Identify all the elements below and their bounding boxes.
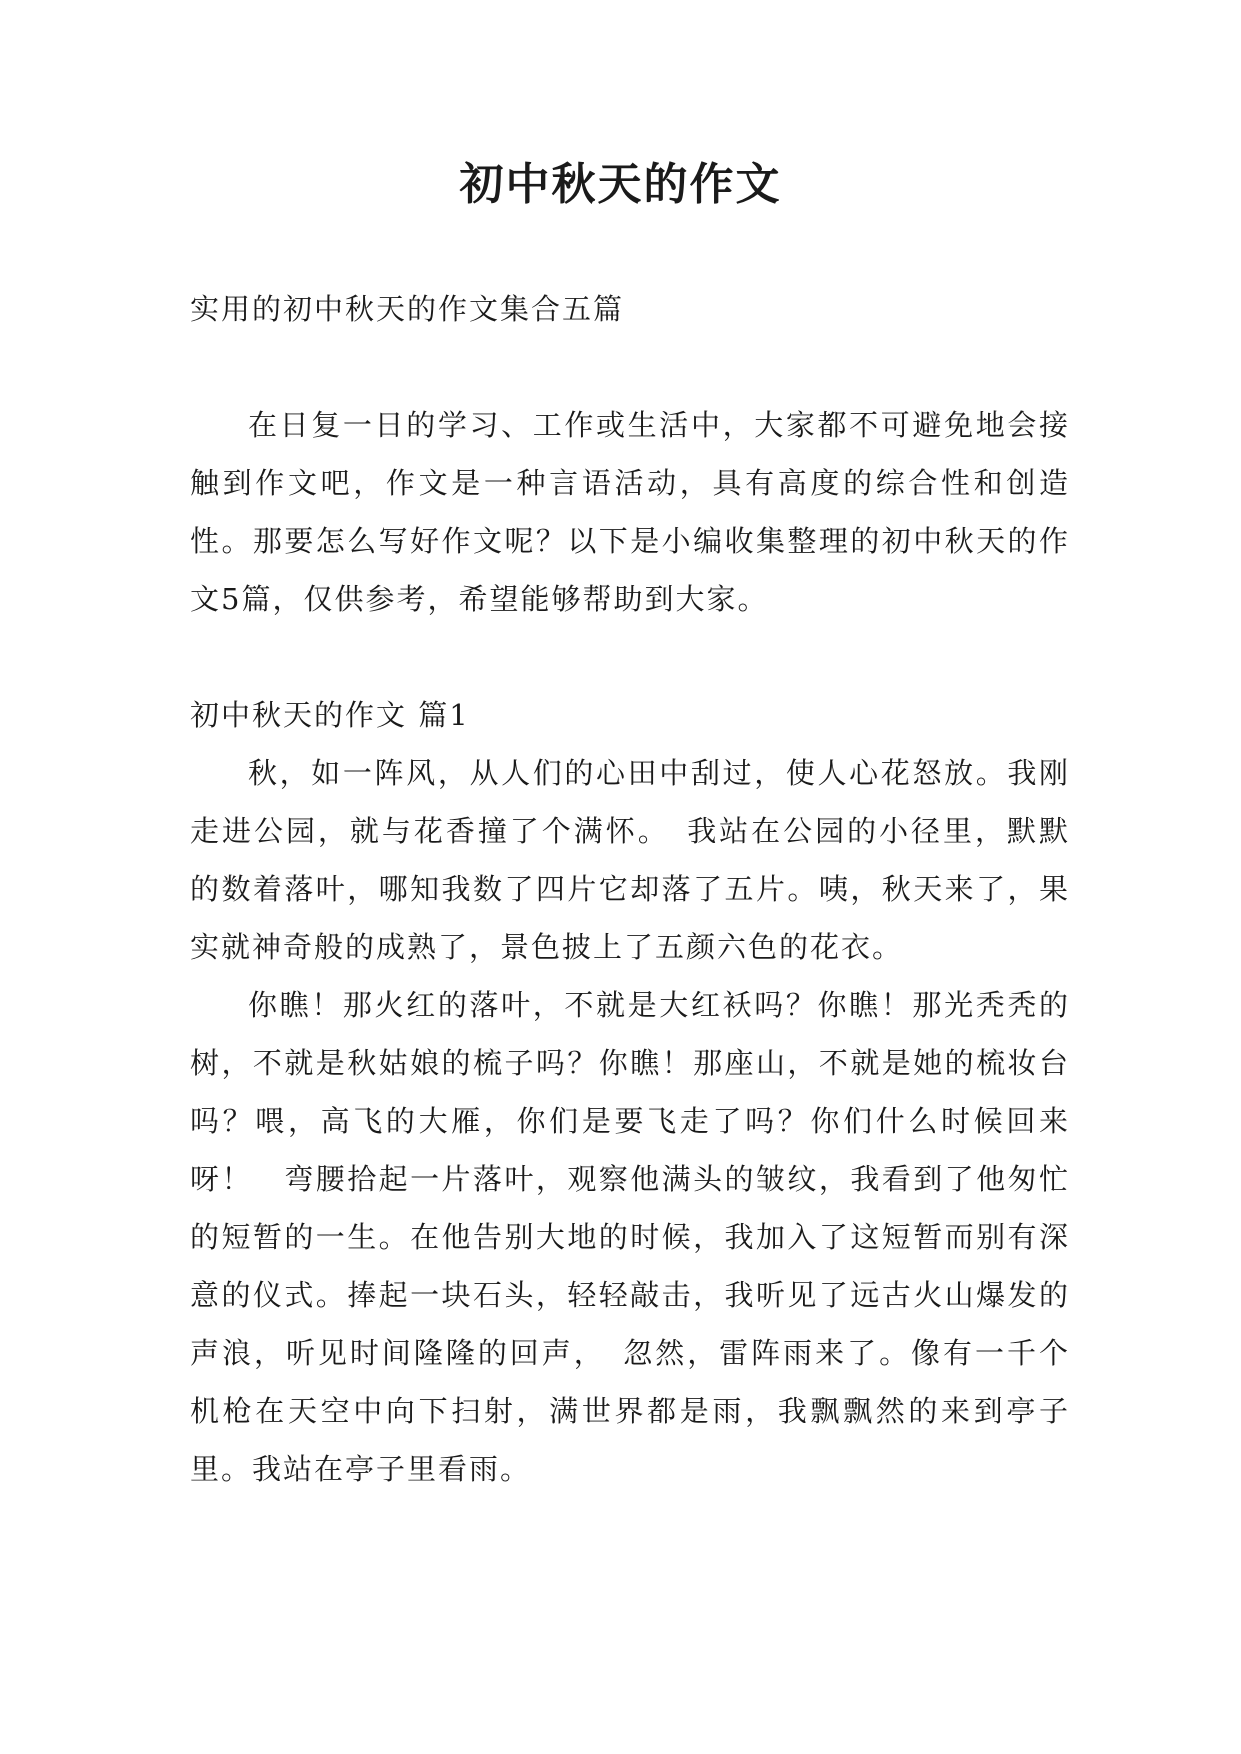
body-paragraph: 你瞧！那火红的落叶，不就是大红袄吗？你瞧！那光秃秃的树，不就是秋姑娘的梳子吗？你瞧！那座山，不就是她的梳妆台吗？喂，高飞的大雁，你们是要飞走了吗？你们什么时候回来呀！ 弯腰拾起一片落叶，观察他满头的皱纹，我看到了他匆忙的短暂的一生。在他告别大地的时候，我加入了这短暂而别有深意的仪式。捧起一块石头，轻轻敲击，我听见了远古火山爆发的声浪，听见时间隆隆的回声， 忽然，雷阵雨来了。像有一千个机枪在天空中向下扫射，满世界都是雨，我飘飘然的来到亭子里。我站在亭子里看雨。 [190, 988, 1070, 1486]
essay-section [190, 686, 1070, 1498]
body-paragraph: 秋，如一阵风，从人们的心田中刮过，使人心花怒放。我刚走进公园，就与花香撞了个满怀。 我站在公园的小径里，默默的数着落叶，哪知我数了四片它却落了五片。咦，秋天来了，果实就神奇般的成熟了，景色披上了五颜六色的花衣。 [190, 756, 1070, 964]
document-title: 初中秋天的作文 [459, 159, 782, 210]
section-heading: 初中秋天的作文 篇1 [190, 698, 470, 732]
intro-paragraph: 在日复一日的学习、工作或生活中，大家都不可避免地会接触到作文吧，作文是一种言语活动，具有高度的综合性和创造性。那要怎么写好作文呢？以下是小编收集整理的初中秋天的作文5篇，仅供参考，希望能够帮助到大家。 [190, 408, 1070, 616]
document-subtitle: 实用的初中秋天的作文集合五篇 [190, 292, 625, 326]
document-body [190, 280, 1070, 1498]
